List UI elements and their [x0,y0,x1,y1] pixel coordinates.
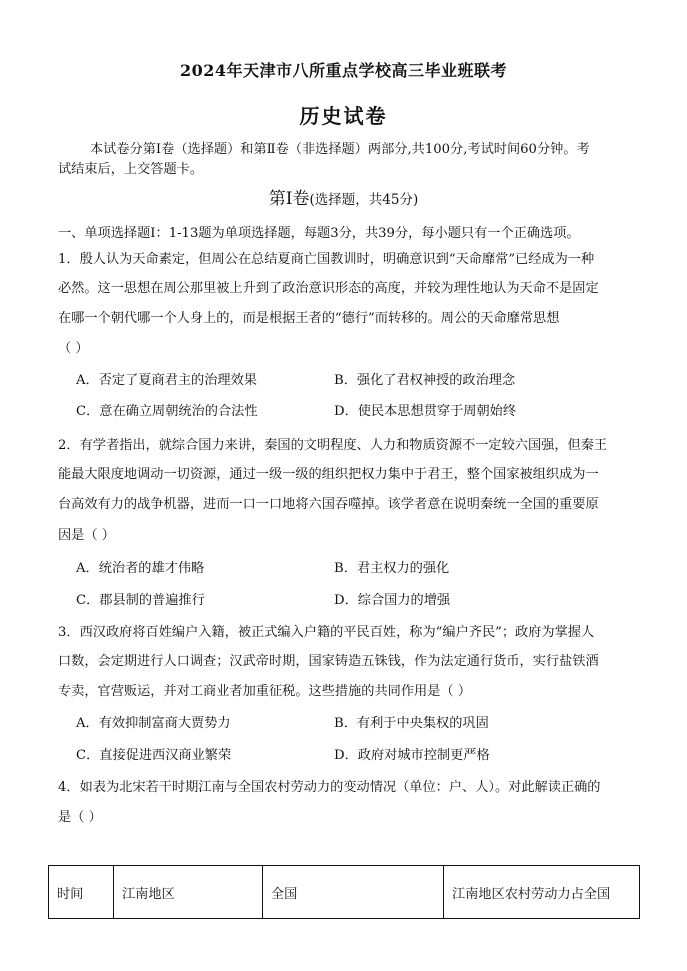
q2-line-3: 台高效有力的战争机器，进而一口一口地将六国吞噬掉。该学者意在说明秦统一全国的重要原 [58,497,599,512]
q3-line-3: 专卖，官营贩运，并对工商业者加重征税。这些措施的共同作用是（ ） [58,684,472,699]
table-header-cell: 全国 [263,866,444,919]
q3-option-a: A．有效抑制富商大贾势力 [76,716,231,731]
section-subtitle: (选择题，共45分) [309,192,419,208]
q1-line-3: 在哪一个朝代哪一个人身上的，而是根据王者的“德行”而转移的。周公的天命靡常思想 [58,311,560,326]
q1-line-1: 1．殷人认为天命素定，但周公在总结夏商亡国教训时，明确意识到“天命靡常”已经成为一种 [58,252,595,267]
table-header-cell: 江南地区 [114,866,263,919]
labor-table [48,865,640,919]
q2-option-d: D．综合国力的增强 [334,593,451,608]
q1-option-d: D．使民本思想贯穿于周朝始终 [334,404,517,419]
q1-option-c: C．意在确立周朝统治的合法性 [76,404,258,419]
q2-line-4: 因是（ ） [58,528,115,543]
table-header-row [49,866,640,919]
q3-option-b: B．有利于中央集权的巩固 [334,716,489,731]
intro-line-1: 本试卷分第Ⅰ卷（选择题）和第Ⅱ卷（非选择题）两部分,共100分,考试时间60分钟。考 [90,142,590,157]
intro-line-2: 试结束后，上交答题卡。 [58,162,204,177]
q2-option-c: C．郡县制的普遍推行 [76,593,205,608]
q4-line-1: 4．如表为北宋若干时期江南与全国农村劳动力的变动情况（单位：户、人）。对此解读正确的 [58,780,601,795]
q4-line-2: 是（ ） [58,810,102,825]
q3-option-c: C．直接促进西汉商业繁荣 [76,748,232,763]
q1-option-a: A．否定了夏商君主的治理效果 [76,373,257,388]
q2-line-2: 能最大限度地调动一切资源，通过一级一级的组织把权力集中于君王，整个国家被组织成为一 [58,467,599,482]
q1-line-2: 必然。这一思想在周公那里被上升到了政治意识形态的高度，并较为理性地认为天命不是固定 [58,281,599,296]
section-heading [0,184,687,209]
table-header-cell: 江南地区农村劳动力占全国 [444,866,640,919]
section-title: 第Ⅰ卷 [268,189,310,209]
q2-option-a: A．统治者的雄才伟略 [76,561,205,576]
q1-option-b: B．强化了君权神授的政治理念 [334,373,516,388]
q3-line-2: 口数，会定期进行人口调查；汉武帝时期，国家铸造五铢钱，作为法定通行货币，实行盐铁酒 [58,654,599,669]
q1-line-4: （ ） [58,341,89,356]
instructions: 一、单项选择题Ⅰ：1-13题为单项选择题，每题3分，共39分，每小题只有一个正确选项。 [58,226,580,241]
exam-title: 2024年天津市八所重点学校高三毕业班联考 [179,61,508,80]
table-header-cell: 时间 [49,866,114,919]
q2-option-b: B．君主权力的强化 [334,561,450,576]
q2-line-1: 2．有学者指出，就综合国力来讲，秦国的文明程度、人力和物质资源不一定较六国强，但秦王 [58,438,608,453]
subject-title: 历史试卷 [299,104,388,128]
q3-line-1: 3．西汉政府将百姓编户入籍，被正式编入户籍的平民百姓，称为“编户齐民”；政府为掌握人 [58,625,595,640]
q3-option-d: D．政府对城市控制更严格 [334,748,490,763]
